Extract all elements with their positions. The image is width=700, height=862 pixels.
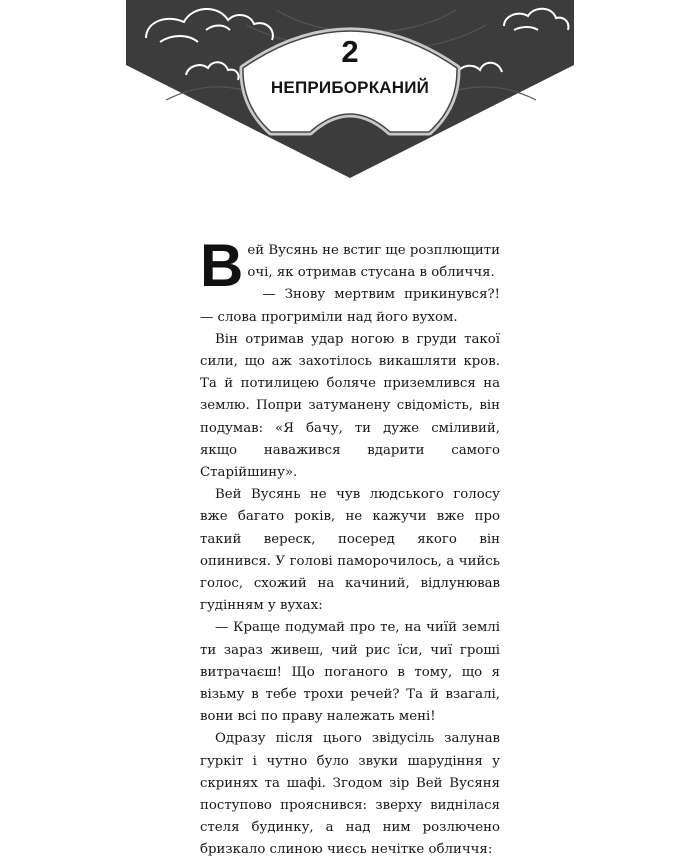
paragraph: — Знову мертвим прикинувся?! — слова прогриміли над його вухом. xyxy=(200,287,500,325)
paragraph: Одразу після цього звідусіль залунав гуркіт і чутно було звуки шарудіння у скринях та шафі. Згодом зір Вей Вусяня поступово прояснився: зверху виднілася стеля будинку, а над ним розлючено бризкало слиною чиєсь нечітке обличчя: xyxy=(200,731,500,858)
chapter-title: НЕПРИБОРКАНИЙ xyxy=(270,78,430,97)
chapter-number: 2 xyxy=(341,34,359,69)
paragraph xyxy=(200,232,500,299)
paragraph-text: ей Вусянь не встиг ще розплющити очі, як отримав стусана в обличчя. xyxy=(247,243,500,281)
paragraph: Він отримав удар ногою в груди такої сили, що аж захотілось викашляти кров. Та й потилицею боляче приземлився на землю. Попри затуманену свідомість, він подумав: «Я бачу, ти дуже сміливий, якщо наважився вдарити самого Старійшину». xyxy=(200,331,500,481)
chapter-body-text xyxy=(200,232,500,862)
paragraph: — Краще подумай про те, на чиїй землі ти зараз живеш, чий рис їси, чиї гроші витрачаєш! Що поганого в тому, що я візьму в тебе трохи речей? Та й взагалі, вони всі по праву належать мені! xyxy=(200,620,500,725)
paragraph: Вей Вусянь не чув людського голосу вже багато років, не кажучи вже про такий вереск, посеред якого він опинився. У голові паморочилось, а чийсь голос, схожий на качиний, відлунював гудінням у вухах: xyxy=(200,487,500,614)
drop-cap: В xyxy=(200,232,244,299)
